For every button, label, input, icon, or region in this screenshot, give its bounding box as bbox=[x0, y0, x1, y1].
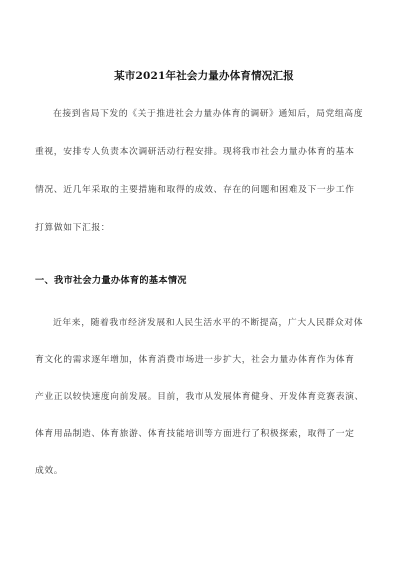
section-line: 产业正以较快速度向前发展。目前，我市从发展体育健身、开发体育竞赛表演、 bbox=[35, 392, 364, 402]
intro-line: 打算做如下汇报： bbox=[35, 223, 111, 233]
intro-line: 在接到省局下发的《关于推进社会力量办体育的调研》通知后，局党组高度 bbox=[53, 109, 364, 119]
section-line: 体育用品制造、体育旅游、体育技能培训等方面进行了积极探索，取得了一定 bbox=[35, 429, 355, 439]
section-line: 近年来，随着我市经济发展和人民生活水平的不断提高，广大人民群众对体 bbox=[53, 318, 364, 328]
intro-line: 情况、近几年采取的主要措施和取得的成效、存在的问题和困难及下一步工作 bbox=[35, 185, 355, 195]
section-line: 成效。 bbox=[35, 466, 64, 476]
intro-line: 重视，安排专人负责本次调研活动行程安排。现将我市社会力量办体育的基本 bbox=[35, 147, 355, 157]
document-title: 某市2021年社会力量办体育情况汇报 bbox=[114, 70, 294, 82]
section-heading: 一、我市社会力量办体育的基本情况 bbox=[35, 275, 187, 286]
section-line: 育文化的需求逐年增加，体育消费市场进一步扩大，社会力量办体育作为体育 bbox=[35, 355, 355, 365]
